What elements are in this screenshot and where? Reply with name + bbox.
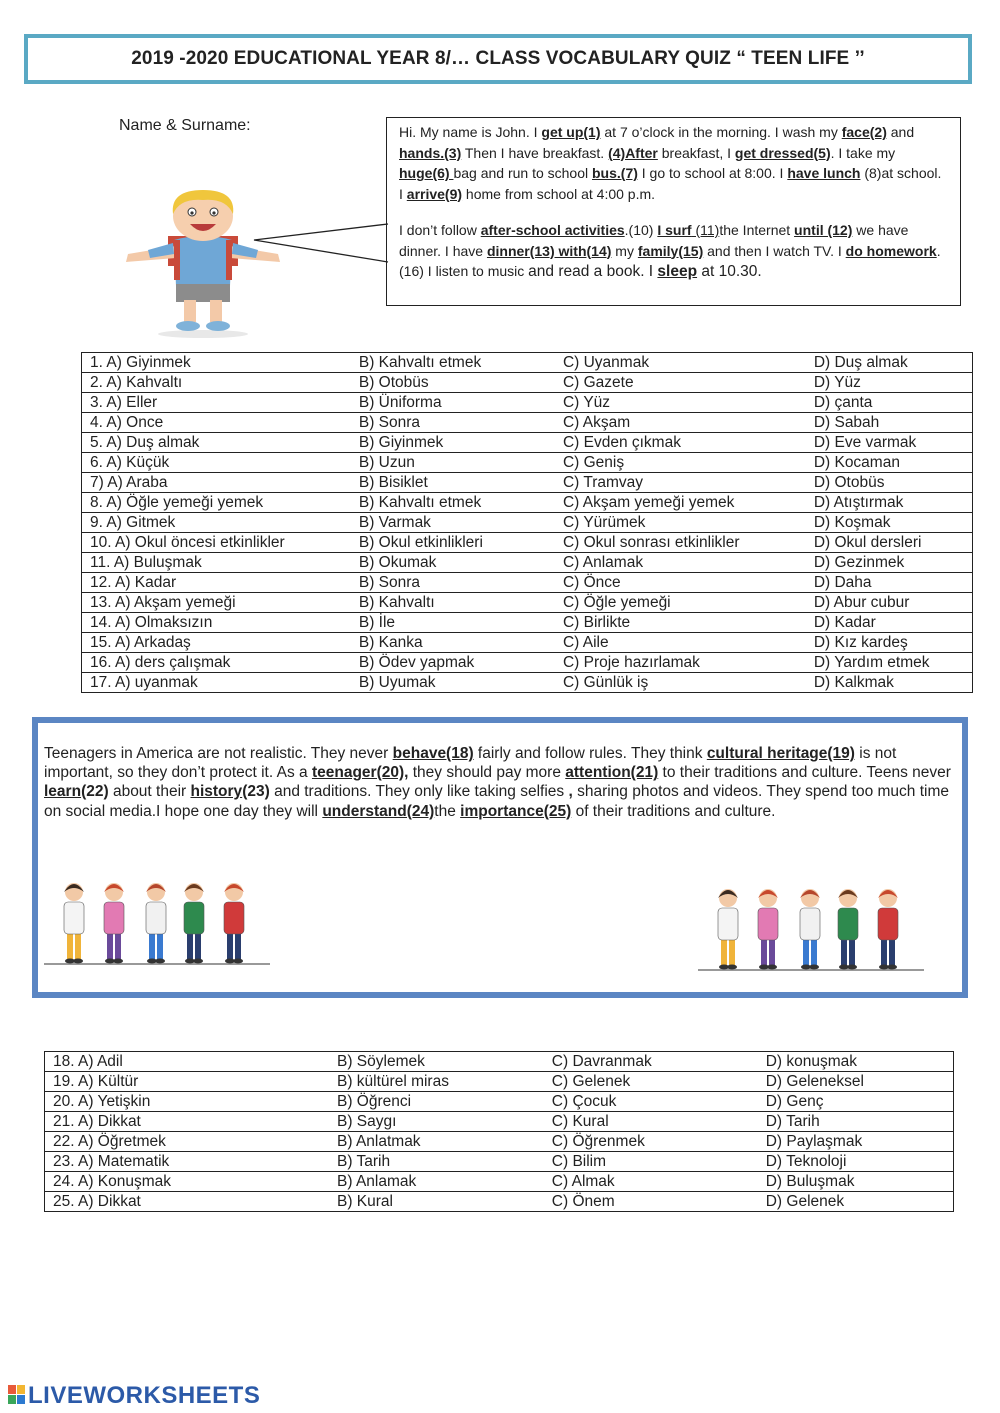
option-d: D) Atıştırmak <box>806 493 973 513</box>
text-segment: and then I watch TV. I <box>703 242 846 259</box>
option-c: C) Akşam yemeği yemek <box>555 493 806 513</box>
teen-figure <box>104 883 124 964</box>
option-c: C) Aile <box>555 633 806 653</box>
teen-figure <box>224 883 244 964</box>
vocabulary-table-1 <box>81 352 973 693</box>
keyword: after-school activities <box>480 222 625 238</box>
question-row <box>82 493 973 513</box>
keyword: hands.(3) <box>399 144 462 161</box>
speech-paragraph-1 <box>399 122 948 204</box>
option-d: D) Kadar <box>806 613 973 633</box>
logo-mark-icon <box>8 1385 26 1405</box>
keyword: history <box>190 783 243 801</box>
question-row <box>82 513 973 533</box>
option-c: C) Yürümek <box>555 513 806 533</box>
text-segment: they should pay more <box>408 764 566 782</box>
option-c: C) Anlamak <box>555 553 806 573</box>
question-row <box>82 653 973 673</box>
text-segment: and <box>886 124 915 140</box>
keyword: learn <box>44 783 82 801</box>
keyword: behave(18) <box>392 745 474 762</box>
option-a: 10. A) Okul öncesi etkinlikler <box>82 533 351 553</box>
option-c: C) Öğle yemeği <box>555 593 806 613</box>
text-segment: is not important, so they don’t protect it. As a <box>44 745 897 782</box>
option-a: 22. A) Öğretmek <box>45 1132 330 1152</box>
text-segment: of their traditions and culture. <box>571 802 776 820</box>
teen-figure <box>758 889 778 970</box>
keyword: get up(1) <box>541 124 601 140</box>
option-c: C) Almak <box>544 1172 758 1192</box>
keyword: importance(25) <box>460 802 572 820</box>
teen-figure <box>64 883 84 964</box>
option-c: C) Öğrenmek <box>544 1132 758 1152</box>
option-b: B) Saygı <box>329 1112 544 1132</box>
text-segment: my <box>611 242 638 259</box>
option-a: 14. A) Olmaksızın <box>82 613 351 633</box>
option-a: 17. A) uyanmak <box>82 673 351 693</box>
text-segment: home from school at 4:00 p.m. <box>462 185 656 202</box>
option-b: B) Öğrenci <box>329 1092 544 1112</box>
option-c: C) Okul sonrası etkinlikler <box>555 533 806 553</box>
option-d: D) konuşmak <box>758 1052 954 1072</box>
teen-figure <box>838 889 858 970</box>
keyword: face(2) <box>841 124 887 140</box>
text-bold: (23) <box>242 783 270 801</box>
option-b: B) Anlatmak <box>329 1132 544 1152</box>
page-title: 2019 -2020 EDUCATIONAL YEAR 8/… CLASS VOCABULARY QUIZ “ TEEN LIFE ’’ <box>131 48 865 69</box>
speech-bubble <box>386 117 961 306</box>
option-c: C) Akşam <box>555 413 806 433</box>
keyword: understand(24) <box>322 802 435 820</box>
option-a: 23. A) Matematik <box>45 1152 330 1172</box>
keyword: have lunch <box>787 165 861 181</box>
option-a: 13. A) Akşam yemeği <box>82 593 351 613</box>
text-segment: I don’t follow <box>399 222 481 238</box>
keyword: arrive(9) <box>406 185 463 202</box>
option-d: D) Yardım etmek <box>806 653 973 673</box>
option-a: 2. A) Kahvaltı <box>82 373 351 393</box>
option-d: D) Abur cubur <box>806 593 973 613</box>
text-segment: the <box>434 802 461 820</box>
option-d: D) Geleneksel <box>758 1072 954 1092</box>
option-d: D) Sabah <box>806 413 973 433</box>
option-d: D) Tarih <box>758 1112 954 1132</box>
option-d: D) Daha <box>806 573 973 593</box>
option-c: C) Yüz <box>555 393 806 413</box>
keyword: teenager(20), <box>311 764 409 782</box>
text-underlined: (11) <box>691 222 720 238</box>
keyword: I surf <box>657 222 692 238</box>
teen-figure <box>146 883 166 964</box>
keyword: do homework <box>845 242 937 259</box>
text-segment: breakfast, I <box>657 144 735 161</box>
option-c: C) Tramvay <box>555 473 806 493</box>
option-b: B) Otobüs <box>351 373 555 393</box>
option-d: D) Kalkmak <box>806 673 973 693</box>
option-a: 4. A) Once <box>82 413 351 433</box>
option-b: B) Varmak <box>351 513 555 533</box>
question-row <box>82 473 973 493</box>
option-a: 9. A) Gitmek <box>82 513 351 533</box>
option-a: 6. A) Küçük <box>82 453 351 473</box>
option-a: 25. A) Dikkat <box>45 1192 330 1212</box>
title-box <box>24 34 972 84</box>
option-a: 8. A) Öğle yemeği yemek <box>82 493 351 513</box>
text-segment: bag and run to school <box>453 165 592 181</box>
keyword: attention(21) <box>565 764 659 782</box>
text-segment: . I take my <box>830 144 896 161</box>
question-row <box>45 1172 954 1192</box>
option-d: D) Gelenek <box>758 1192 954 1212</box>
keyword: sleep <box>657 263 698 280</box>
option-d: D) Okul dersleri <box>806 533 973 553</box>
option-a: 5. A) Duş almak <box>82 433 351 453</box>
question-row <box>45 1072 954 1092</box>
question-row <box>45 1132 954 1152</box>
option-a: 15. A) Arkadaş <box>82 633 351 653</box>
text-segment: Hi. My name is John. I <box>399 124 542 140</box>
speech-pointer <box>252 222 392 264</box>
question-row <box>45 1092 954 1112</box>
option-b: B) Kanka <box>351 633 555 653</box>
text-segment: and traditions. They only like taking selfies <box>269 783 569 801</box>
option-b: B) Ödev yapmak <box>351 653 555 673</box>
text-segment: Teenagers in America are not realistic. They never <box>44 745 393 762</box>
text-bold: (22) <box>81 783 109 801</box>
keyword: family(15) <box>637 242 704 259</box>
option-b: B) Anlamak <box>329 1172 544 1192</box>
option-d: D) Gezinmek <box>806 553 973 573</box>
question-row <box>82 633 973 653</box>
question-row <box>82 413 973 433</box>
option-b: B) Uzun <box>351 453 555 473</box>
option-d: D) Duş almak <box>806 353 973 373</box>
option-c: C) Evden çıkmak <box>555 433 806 453</box>
option-a: 24. A) Konuşmak <box>45 1172 330 1192</box>
option-d: D) Teknoloji <box>758 1152 954 1172</box>
option-c: C) Gelenek <box>544 1072 758 1092</box>
option-a: 20. A) Yetişkin <box>45 1092 330 1112</box>
passage-text <box>44 744 954 821</box>
option-b: B) Üniforma <box>351 393 555 413</box>
option-c: C) Çocuk <box>544 1092 758 1112</box>
option-d: D) Otobüs <box>806 473 973 493</box>
name-surname-label: Name & Surname: <box>119 117 251 134</box>
option-b: B) kültürel miras <box>329 1072 544 1092</box>
question-row <box>45 1052 954 1072</box>
option-b: B) Okumak <box>351 553 555 573</box>
question-row <box>82 673 973 693</box>
logo-text: LIVEWORKSHEETS <box>28 1382 261 1409</box>
option-b: B) Okul etkinlikleri <box>351 533 555 553</box>
text-segment: Then I have breakfast. <box>461 144 609 161</box>
question-row <box>82 393 973 413</box>
option-a: 19. A) Kültür <box>45 1072 330 1092</box>
option-b: B) Kahvaltı <box>351 593 555 613</box>
teen-figure <box>718 889 738 970</box>
question-row <box>82 553 973 573</box>
option-c: C) Uyanmak <box>555 353 806 373</box>
option-a: 16. A) ders çalışmak <box>82 653 351 673</box>
option-b: B) Tarih <box>329 1152 544 1172</box>
keyword: (4)After <box>608 144 658 161</box>
option-c: C) Gazete <box>555 373 806 393</box>
option-a: 21. A) Dikkat <box>45 1112 330 1132</box>
question-row <box>45 1112 954 1132</box>
text-segment: to their traditions and culture. Teens never <box>658 764 951 782</box>
question-row <box>82 453 973 473</box>
teen-figure <box>878 889 898 970</box>
text-segment: .(16) I listen to music <box>399 242 941 279</box>
option-b: B) Giyinmek <box>351 433 555 453</box>
option-a: 1. A) Giyinmek <box>82 353 351 373</box>
option-a: 3. A) Eller <box>82 393 351 413</box>
option-a: 7) A) Araba <box>82 473 351 493</box>
keyword: dinner(13) with(14) <box>486 242 612 259</box>
question-row <box>82 373 973 393</box>
keyword: until (12) <box>794 222 853 238</box>
vocabulary-table-2 <box>44 1051 954 1212</box>
question-row <box>45 1192 954 1212</box>
text-segment: at 10.30. <box>697 263 762 280</box>
keyword: cultural heritage(19) <box>706 745 855 762</box>
text-segment: at 7 o’clock in the morning. I wash my <box>600 124 842 140</box>
option-b: B) İle <box>351 613 555 633</box>
option-c: C) Proje hazırlamak <box>555 653 806 673</box>
text-segment: we have dinner. I have <box>399 222 909 259</box>
text-segment: (8)at school. I <box>399 165 942 202</box>
question-row <box>82 593 973 613</box>
liveworksheets-logo <box>8 1382 260 1410</box>
option-d: D) Paylaşmak <box>758 1132 954 1152</box>
option-b: B) Bisiklet <box>351 473 555 493</box>
option-d: D) Buluşmak <box>758 1172 954 1192</box>
question-row <box>45 1152 954 1172</box>
option-b: B) Kural <box>329 1192 544 1212</box>
option-c: C) Birlikte <box>555 613 806 633</box>
option-c: C) Bilim <box>544 1152 758 1172</box>
option-c: C) Önce <box>555 573 806 593</box>
option-a: 18. A) Adil <box>45 1052 330 1072</box>
option-d: D) Yüz <box>806 373 973 393</box>
option-d: D) Kocaman <box>806 453 973 473</box>
option-b: B) Sonra <box>351 573 555 593</box>
text-segment: about their <box>108 783 191 801</box>
option-b: B) Kahvaltı etmek <box>351 353 555 373</box>
speech-paragraph-2 <box>399 220 948 283</box>
option-b: B) Kahvaltı etmek <box>351 493 555 513</box>
option-c: C) Kural <box>544 1112 758 1132</box>
option-b: B) Söylemek <box>329 1052 544 1072</box>
option-c: C) Geniş <box>555 453 806 473</box>
text-segment: and read a book. I <box>528 263 658 280</box>
question-row <box>82 613 973 633</box>
option-c: C) Günlük iş <box>555 673 806 693</box>
question-row <box>82 533 973 553</box>
option-c: C) Önem <box>544 1192 758 1212</box>
option-a: 11. A) Buluşmak <box>82 553 351 573</box>
text-bold: , <box>568 783 573 801</box>
question-row <box>82 573 973 593</box>
teen-figure <box>184 883 204 964</box>
text-segment: fairly and follow rules. They think <box>473 745 707 762</box>
teenagers-illustration-right <box>688 886 934 972</box>
option-a: 12. A) Kadar <box>82 573 351 593</box>
option-d: D) Eve varmak <box>806 433 973 453</box>
keyword: huge(6) <box>399 165 454 181</box>
text-segment: .(10) <box>624 222 658 238</box>
option-c: C) Davranmak <box>544 1052 758 1072</box>
option-d: D) Genç <box>758 1092 954 1112</box>
text-segment: sharing photos and videos. They spend too much time on social media.I hope one day they will <box>44 783 950 820</box>
text-segment: I go to school at 8:00. I <box>637 165 788 181</box>
keyword: bus.(7) <box>592 165 638 181</box>
keyword: get dressed(5) <box>734 144 831 161</box>
teenagers-illustration-left <box>44 880 270 966</box>
text-segment: the Internet <box>719 222 795 238</box>
question-row <box>82 353 973 373</box>
question-row <box>82 433 973 453</box>
option-d: D) çanta <box>806 393 973 413</box>
option-b: B) Sonra <box>351 413 555 433</box>
option-d: D) Koşmak <box>806 513 973 533</box>
option-b: B) Uyumak <box>351 673 555 693</box>
teen-figure <box>800 889 820 970</box>
option-d: D) Kız kardeş <box>806 633 973 653</box>
